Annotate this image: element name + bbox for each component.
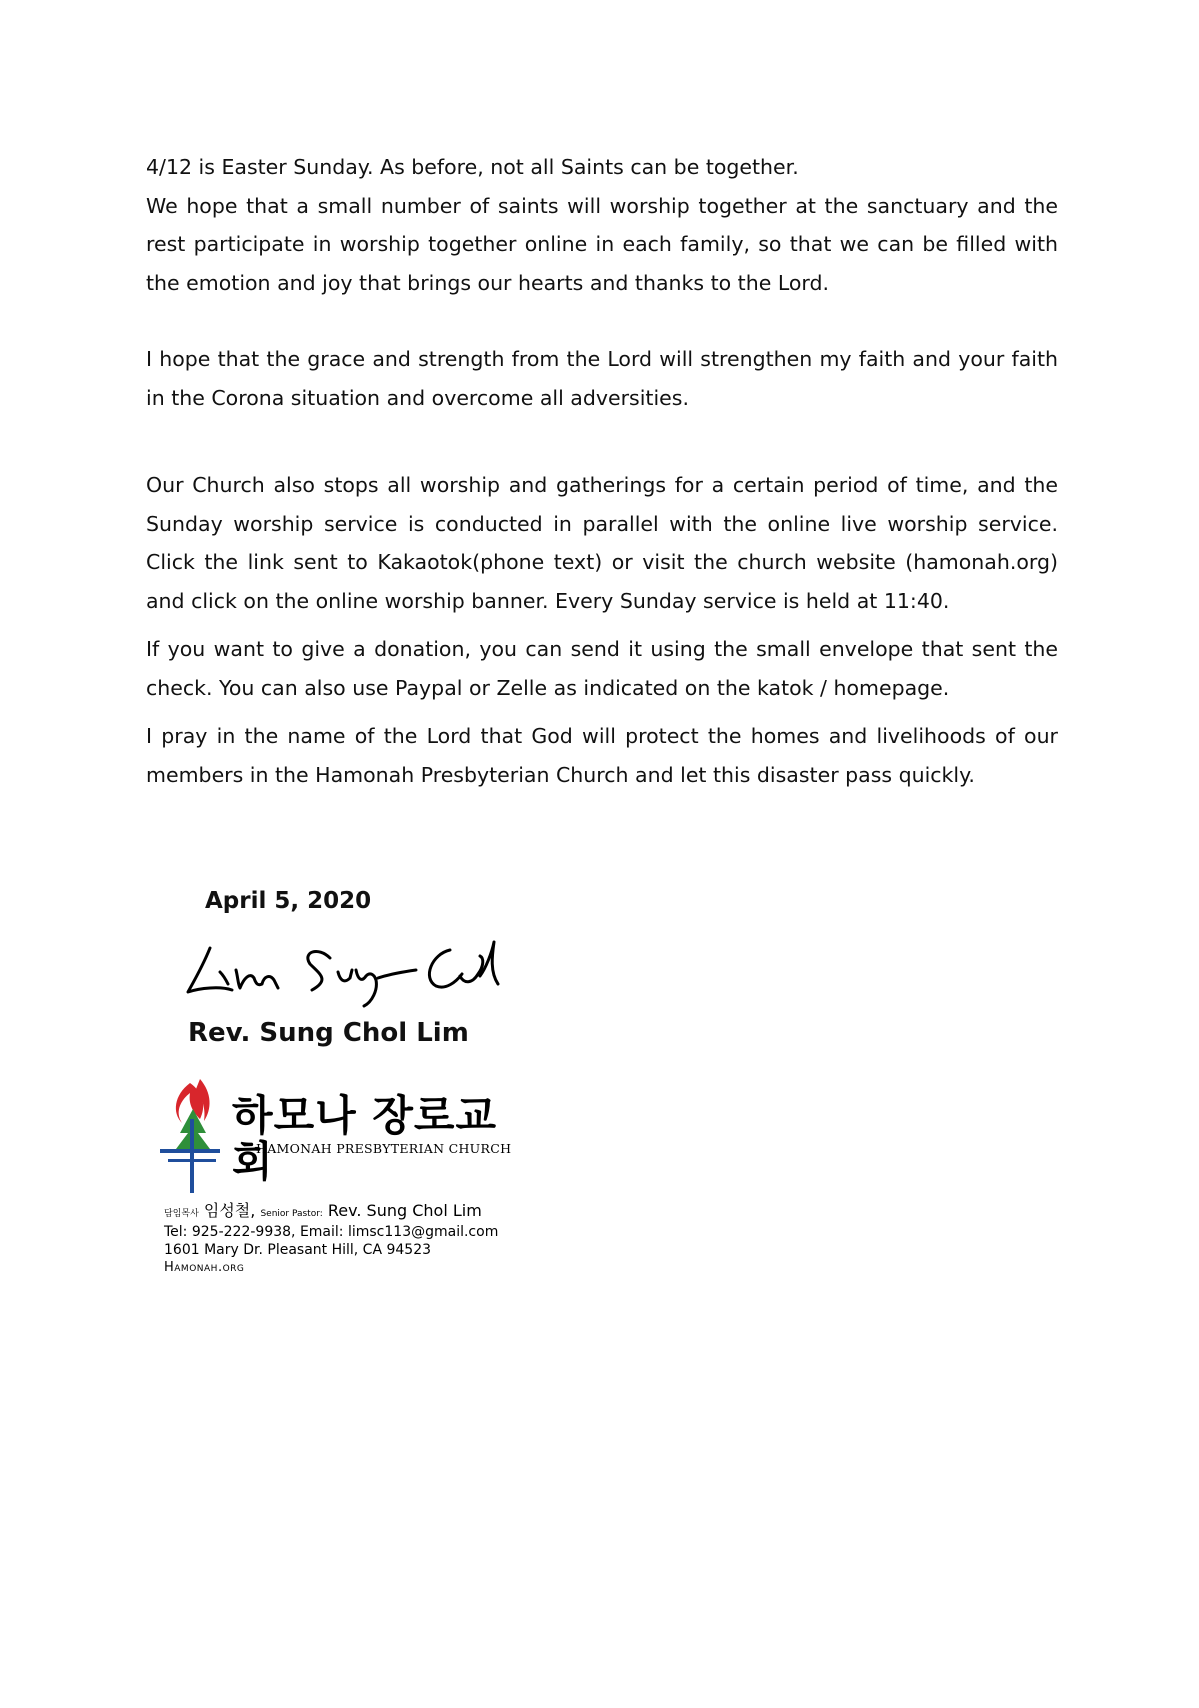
paragraph-prayer: I pray in the name of the Lord that God will protect the homes and livelihoods of our members in the Hamonah Presbyterian Church and let this disaster pass quickly.: [146, 724, 1058, 787]
paragraph-worship-hope: We hope that a small number of saints will worship together at the sanctuary and the rest participate in worship together online in each family, so that we can be filled with the emotion and joy that brings our hearts and thanks to the Lord.: [146, 193, 1058, 295]
church-name-english: HAMONAH PRESBYTERIAN CHURCH: [256, 1141, 512, 1156]
contact-website: Hamonah.org: [164, 1260, 245, 1275]
church-logo: [160, 1075, 530, 1195]
paragraph-easter: 4/12 is Easter Sunday. As before, not all Saints can be together.: [146, 155, 799, 179]
contact-pastor-row: [164, 1202, 498, 1223]
church-name-korean: 하모나 장로교회: [232, 1091, 498, 1186]
signer-name: Rev. Sung Chol Lim: [188, 1018, 469, 1048]
signature-image: [180, 928, 520, 1008]
contact-phone-email-row: [164, 1223, 498, 1241]
tel-number: 925-222-9938,: [191, 1224, 296, 1240]
email-address: limsc113@gmail.com: [347, 1224, 499, 1240]
contact-address: 1601 Mary Dr. Pleasant Hill, CA 94523: [164, 1242, 432, 1258]
email-label: Email:: [299, 1224, 344, 1240]
name-english: Rev. Sung Chol Lim: [327, 1201, 482, 1220]
paragraph-grace: I hope that the grace and strength from the Lord will strengthen my faith and your faith in the Corona situation and overcome all adversities.: [146, 347, 1058, 410]
letter-date: April 5, 2020: [205, 888, 372, 914]
paragraph-online-service: Our Church also stops all worship and gatherings for a certain period of time, and the Sunday worship service is conducted in parallel with the online live worship service. Click the link sent to Kakaotok(phone text) or visit the church website (hamonah.org) and click on the online worship banner. Every Sunday service is held at 11:40.: [146, 473, 1058, 613]
letter-body: [146, 148, 1058, 794]
paragraph-donation: If you want to give a donation, you can send it using the small envelope that sent the check. You can also use Paypal or Zelle as indicated on the katok / homepage.: [146, 637, 1058, 700]
tel-label: Tel:: [164, 1224, 188, 1240]
contact-block: [164, 1202, 498, 1277]
name-korean: 임성철,: [203, 1201, 256, 1220]
flame-cross-logo-icon: [160, 1075, 230, 1195]
title-english: Senior Pastor:: [260, 1209, 323, 1219]
title-korean: 담임목사: [164, 1209, 199, 1219]
